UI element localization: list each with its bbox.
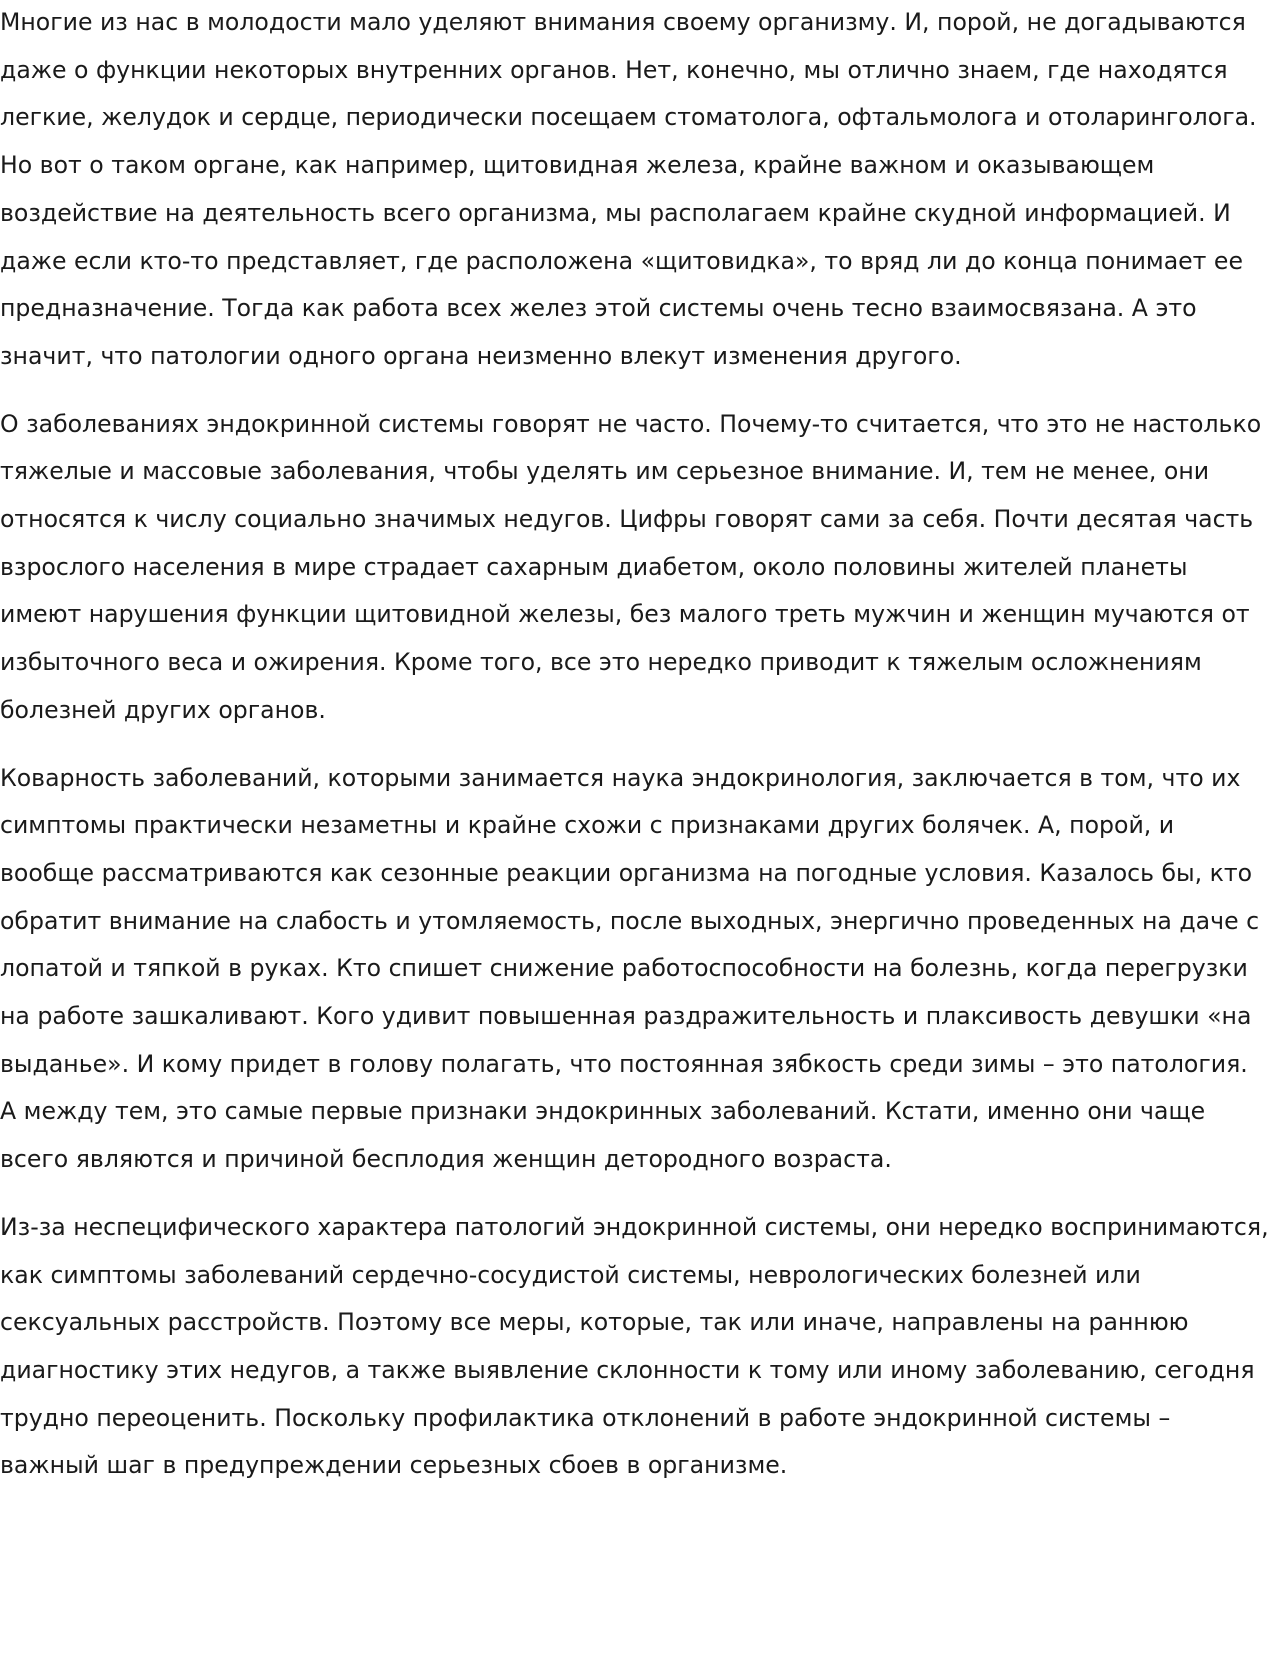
article-paragraph-2: О заболеваниях эндокринной системы говорят не часто. Почему-то считается, что это не настолько тяжелые и массовые заболевания, чтобы уделять им серьезное внимание. И, тем не менее, они относятся к числу социально значимых недугов. Цифры говорят сами за себя. Почти десятая часть взрослого населения в мире страдает сахарным диабетом, около половины жителей планеты имеют нарушения функции щитовидной железы, без малого треть мужчин и женщин мучаются от избыточного веса и ожирения. Кроме того, все это нередко приводит к тяжелым осложнениям болезней других органов. bbox=[0, 409, 1262, 724]
article-paragraph-3: Коварность заболеваний, которыми занимается наука эндокринология, заключается в том, что их симптомы практически незаметны и крайне схожи с признаками других болячек. А, порой, и вообще рассматриваются как сезонные реакции организма на погодные условия. Казалось бы, кто обратит внимание на слабость и утомляемость, после выходных, энергично проведенных на даче с лопатой и тяпкой в руках. Кто спишет снижение работоспособности на болезнь, когда перегрузки на работе зашкаливают. Кого удивит повышенная раздражительность и плаксивость девушки «на выданье». И кому придет в голову полагать, что постоянная зябкость среди зимы – это патология. А между тем, это самые первые признаки эндокринных заболеваний. Кстати, именно они чаще всего являются и причиной бесплодия женщин детородного возраста. bbox=[0, 763, 1260, 1174]
article-paragraph-4: Из-за неспецифического характера патологий эндокринной системы, они нередко воспринимаются, как симптомы заболеваний сердечно-сосудистой системы, неврологических болезней или сексуальных расстройств. Поэтому все меры, которые, так или иначе, направлены на раннюю диагностику этих недугов, а также выявление склонности к тому или иному заболеванию, сегодня трудно переоценить. Поскольку профилактика отклонений в работе эндокринной системы – важный шаг в предупреждении серьезных сбоев в организме. bbox=[0, 1212, 1269, 1480]
article-paragraph-1: Многие из нас в молодости мало уделяют внимания своему организму. И, порой, не догадываются даже о функции некоторых внутренних органов. Нет, конечно, мы отлично знаем, где находятся легкие, желудок и сердце, периодически посещаем стоматолога, офтальмолога и отоларинголога. Но вот о таком органе, как например, щитовидная железа, крайне важном и оказывающем воздействие на деятельность всего организма, мы располагаем крайне скудной информацией. И даже если кто-то представляет, где расположена «щитовидка», то вряд ли до конца понимает ее предназначение. Тогда как работа всех желез этой системы очень тесно взаимосвязана. А это значит, что патологии одного органа неизменно влекут изменения другого. bbox=[0, 8, 1257, 370]
